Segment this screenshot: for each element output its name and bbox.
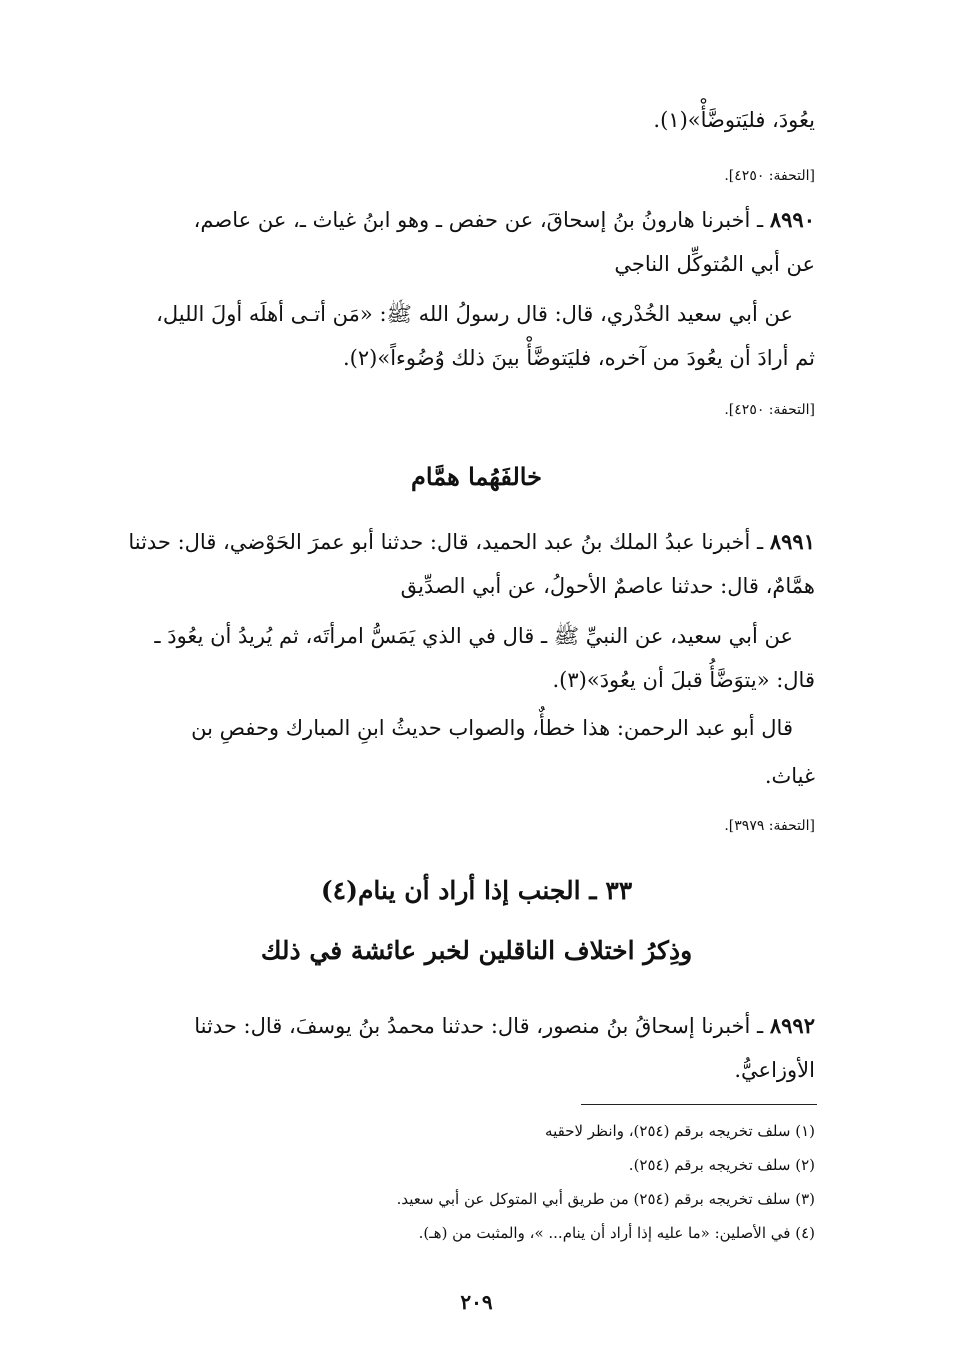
hadith-8990-line-3: عن أبي سعيد الخُدْري، قال: قال رسولُ الله ﷺ: «مَن أتـى أهلَه أولَ الليل، xyxy=(156,302,793,326)
hadith-text: ـ أخبرنا هارونُ بنُ إسحاقَ، عن حفص ـ وهو ابنُ غياث ـ، عن عاصم، xyxy=(193,208,770,232)
tuhfa-reference: [التحفة: ٤٢٥٠]. xyxy=(724,402,815,418)
hadith-8990-line-1 xyxy=(110,198,815,242)
continuation-line: يعُودَ، فليَتوضَّأْ»(١). xyxy=(653,108,815,132)
page-number: ٢٠٩ xyxy=(460,1290,493,1314)
hadith-8990-line-4: ثم أرادَ أن يعُودَ من آخره، فليَتوضَّأْ بينَ ذلك وُضُوءاً»(٢). xyxy=(343,346,815,370)
hadith-text: ـ أخبرنا عبدُ الملك بنُ عبد الحميد، قال: حدثنا أبو عمرَ الحَوْضي، قال: حدثنا xyxy=(128,530,770,554)
hadith-8991-line-5: قال أبو عبد الرحمن: هذا خطأٌ، والصواب حديثُ ابنِ المبارك وحفصِ بن xyxy=(191,716,793,740)
tuhfa-reference: [التحفة: ٣٩٧٩]. xyxy=(724,818,815,834)
footnote-1: (١) سلف تخريجه برقم (٢٥٤)، وانظر لاحقيه xyxy=(545,1122,815,1140)
hadith-8991-line-6: غياث. xyxy=(764,764,815,788)
hadith-8991-line-4: قال: «يتوَضَّأُ قبلَ أن يعُودَ»(٣). xyxy=(552,668,815,692)
tuhfa-reference: [التحفة: ٤٢٥٠]. xyxy=(724,168,815,184)
chapter-subtitle: وذِكرُ اختلاف الناقلين لخبر عائشة في ذلك xyxy=(260,936,693,965)
hadith-number: ٨٩٩١ xyxy=(769,529,815,554)
hadith-8991-line-3: عن أبي سعيد، عن النبيِّ ﷺ ـ قال في الذي يَمَسُّ امرأتَه، ثم يُريدُ أن يعُودَ ـ xyxy=(154,624,793,648)
hadith-number: ٨٩٩٠ xyxy=(769,207,815,232)
hadith-text: ـ أخبرنا إسحاقُ بنُ منصور، قال: حدثنا محمدُ بنُ يوسفَ، قال: حدثنا xyxy=(194,1014,770,1038)
footnote-2: (٢) سلف تخريجه برقم (٢٥٤). xyxy=(628,1156,815,1174)
footnote-divider xyxy=(581,1104,817,1105)
chapter-title: ٣٣ ـ الجنب إذا أراد أن ينام(٤) xyxy=(320,876,633,905)
hadith-number: ٨٩٩٢ xyxy=(769,1013,815,1038)
section-subheading: خالفَهُما همَّام xyxy=(411,462,542,491)
hadith-8992-line-1 xyxy=(110,1004,815,1048)
hadith-8990-line-2: عن أبي المُتوكِّل الناجي xyxy=(614,252,815,276)
hadith-8991-line-2: همَّامٌ، قال: حدثنا عاصمٌ الأحولُ، عن أبي الصدِّيق xyxy=(400,574,815,598)
hadith-8991-line-1 xyxy=(110,520,815,564)
hadith-8992-line-2: الأوزاعيُّ. xyxy=(734,1058,815,1082)
footnote-4: (٤) في الأصلين: «ما عليه إذا أراد أن ينام... »، والمثبت من (هـ). xyxy=(418,1224,815,1242)
footnote-3: (٣) سلف تخريجه برقم (٢٥٤) من طريق أبي المتوكل عن أبي سعيد. xyxy=(396,1190,815,1208)
